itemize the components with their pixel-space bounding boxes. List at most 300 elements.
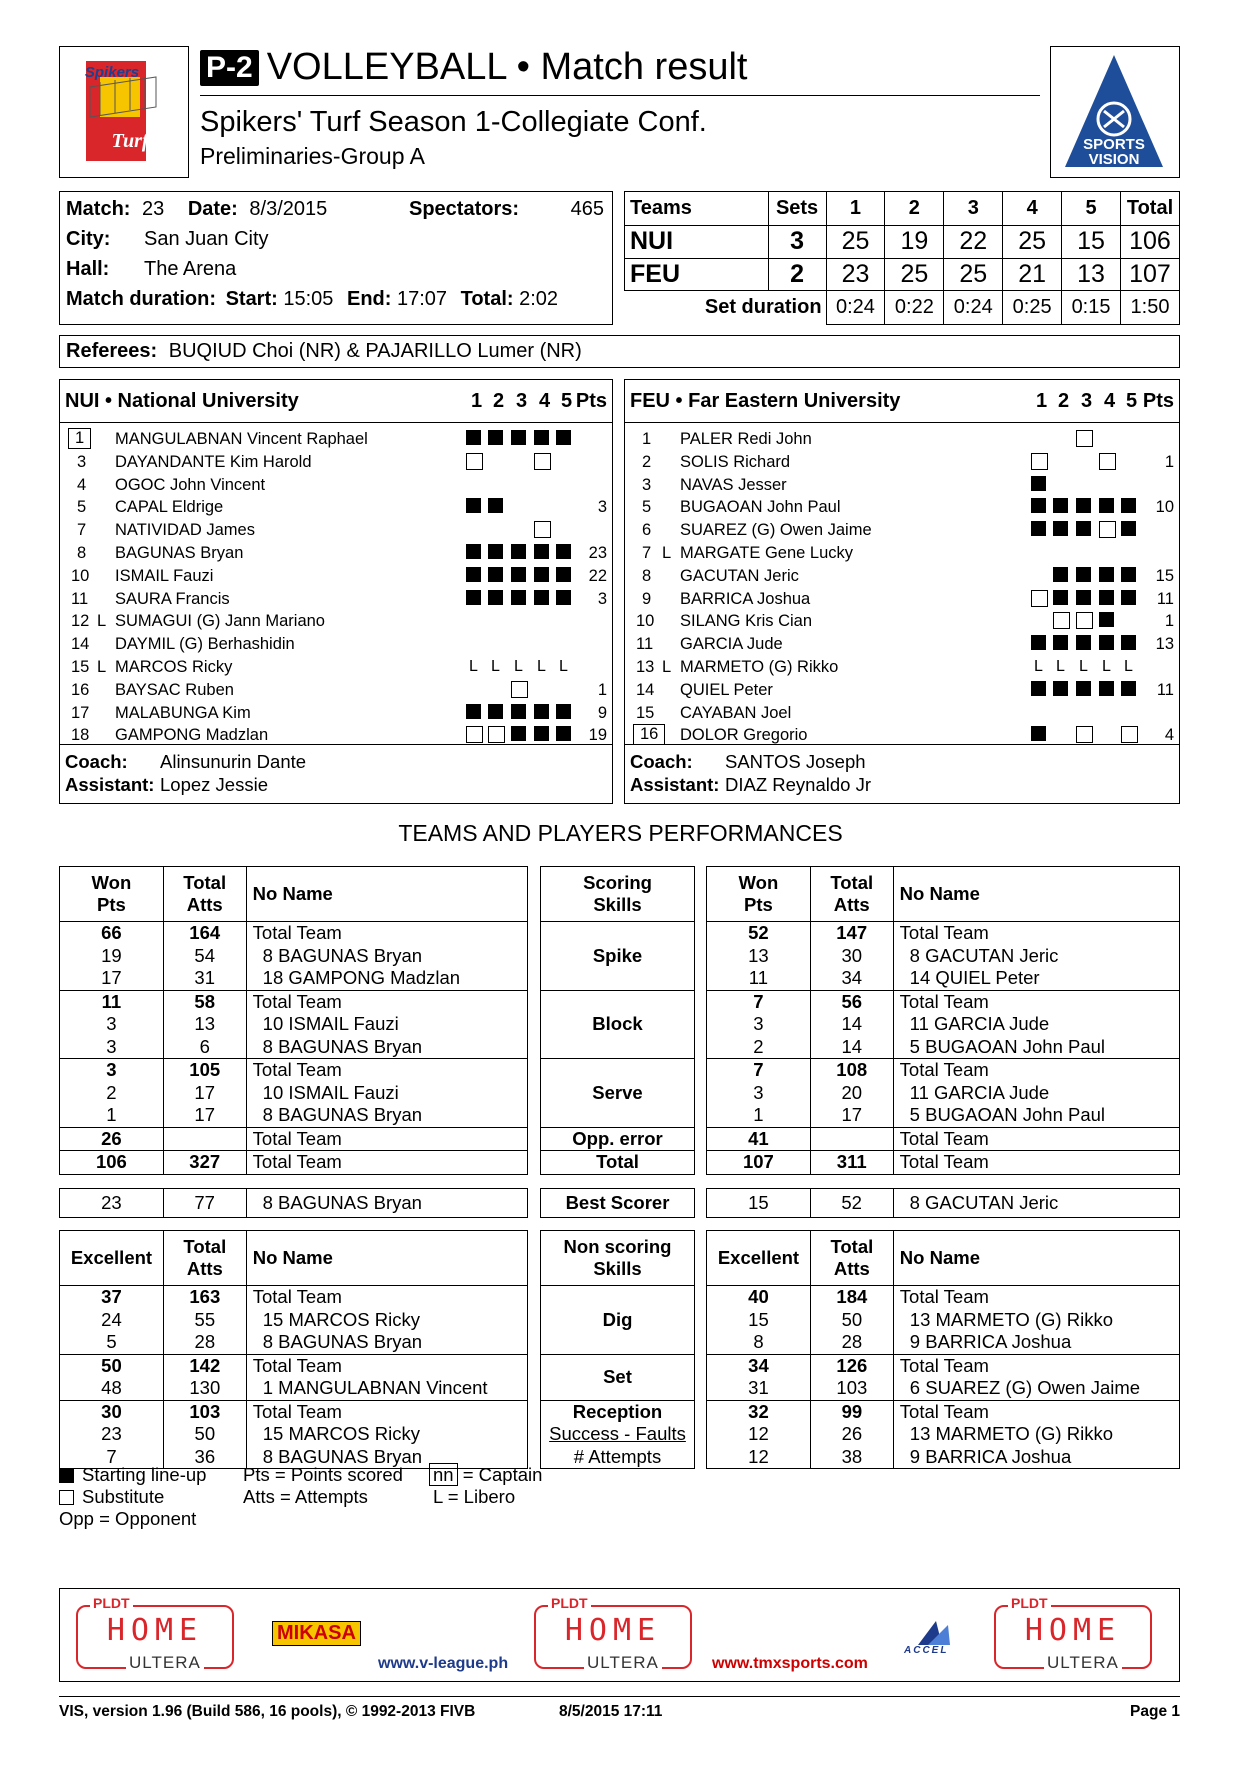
- phase-name: Preliminaries-Group A: [200, 143, 425, 169]
- skill-header-cell: [541, 867, 695, 922]
- player-number: 8: [642, 566, 652, 585]
- perf-value: 8 BAGUNAS Bryan: [262, 1331, 423, 1352]
- substitute-square-icon: [1053, 612, 1070, 629]
- perf-value: 17: [194, 1104, 215, 1125]
- perf-value: 55: [194, 1308, 216, 1330]
- perf-value: 106: [95, 1151, 127, 1172]
- spectators-label: Spectators:: [409, 198, 520, 220]
- libero-marker: L: [662, 658, 672, 676]
- starting-square-icon: [1031, 498, 1046, 513]
- player-points: 22: [588, 566, 607, 585]
- set-duration: 0:25: [1003, 291, 1062, 325]
- player-points: 15: [1155, 566, 1174, 585]
- perf-value: 13: [194, 1013, 215, 1034]
- player-row: [60, 542, 612, 565]
- score-header: 4: [1003, 192, 1062, 226]
- perf-value: 15 MARCOS Ricky: [262, 1423, 421, 1444]
- perf-name-cell: [893, 990, 1179, 1059]
- perf-atts-cell: [163, 922, 246, 991]
- starting-square-icon: [534, 704, 549, 719]
- set-duration-row: [625, 291, 1180, 325]
- coach-label: Coach:: [630, 751, 693, 772]
- perf-header-row: [541, 1231, 695, 1286]
- date-label: Date:: [187, 198, 238, 220]
- substitute-square-icon: [1076, 430, 1093, 447]
- player-name: GACUTAN Jeric: [680, 566, 799, 585]
- starting-square-icon: [1121, 635, 1136, 650]
- perf-won-cell: [60, 1400, 164, 1469]
- sponsor-banner: [59, 1588, 1180, 1682]
- perf-value: 28: [841, 1331, 863, 1352]
- perf-value: Total Team: [899, 922, 989, 943]
- player-points: 10: [1155, 498, 1174, 517]
- set-number-header: 3: [1081, 390, 1093, 412]
- player-number: 16: [633, 724, 665, 745]
- perf-value: 38: [841, 1445, 863, 1467]
- set-duration-label: Set duration: [625, 291, 827, 325]
- starting-square-icon: [1076, 635, 1091, 650]
- player-name: MARGATE Gene Lucky: [680, 544, 854, 562]
- perf-won-cell: [707, 1127, 811, 1151]
- starting-square-icon: [466, 567, 481, 582]
- player-name: MALABUNGA Kim: [115, 703, 251, 722]
- ultera-text: ULTERA: [126, 1653, 204, 1673]
- perf-won-cell: [60, 922, 164, 991]
- title-area: [200, 46, 1040, 178]
- perf-value: 17: [841, 1104, 863, 1125]
- player-number: 11: [71, 589, 89, 608]
- perf-won-cell: [60, 1127, 164, 1151]
- end-time: 17:07: [396, 288, 448, 310]
- perf-header-text: Pts: [743, 894, 773, 915]
- match-number: 23: [142, 198, 165, 220]
- match-date: 8/3/2015: [249, 198, 328, 220]
- perf-group-row: [707, 1151, 1180, 1175]
- perf-header-row: [60, 1231, 528, 1286]
- perf-won-cell: [707, 1059, 811, 1128]
- player-name: NATIVIDAD James: [115, 521, 255, 540]
- perf-value: 13 MARMETO (G) Rikko: [909, 1308, 1113, 1330]
- skill-name: # Attempts: [573, 1445, 662, 1467]
- libero-marker: L: [1056, 658, 1065, 675]
- perf-table-nui: [59, 1230, 528, 1469]
- player-number: 10: [71, 566, 90, 585]
- coaches: [625, 744, 1179, 803]
- player-name: DOLOR Gregorio: [680, 726, 808, 745]
- score-table: [624, 191, 1180, 325]
- player-number: 2: [642, 452, 652, 471]
- perf-value: 30: [101, 1400, 122, 1422]
- perf-group-row: [707, 1286, 1180, 1355]
- pts-header: Pts: [575, 390, 607, 412]
- starting-square-icon: [1099, 590, 1114, 605]
- perf-atts-cell: [810, 1127, 893, 1151]
- duration-label: Match duration:: [66, 288, 216, 310]
- set-duration: 0:22: [885, 291, 944, 325]
- substitute-square-icon: [1031, 453, 1048, 470]
- perf-value: 12: [748, 1445, 769, 1467]
- perf-value: 14: [841, 1035, 863, 1057]
- skill-header-text: Non scoring: [563, 1236, 672, 1257]
- perf-value: 50: [841, 1308, 863, 1330]
- player-name: OGOC John Vincent: [115, 475, 266, 494]
- player-number: 18: [71, 726, 90, 745]
- perf-header-text: Total: [830, 872, 874, 893]
- pldt-home-ultera-logo: [76, 1595, 236, 1675]
- captain-symbol: nn: [429, 1463, 458, 1486]
- starting-square-icon: [556, 567, 571, 582]
- best-scorer-value: 77: [163, 1189, 246, 1218]
- perf-header-row: [707, 1231, 1180, 1286]
- skill-row: [541, 1354, 695, 1400]
- perf-header-cell: [707, 1231, 811, 1286]
- perf-group-row: [707, 922, 1180, 991]
- player-points: 11: [1156, 680, 1174, 699]
- total-time: 2:02: [519, 288, 559, 310]
- pldt-text: PLDT: [1008, 1595, 1051, 1611]
- total-label: Total:: [460, 288, 514, 310]
- perf-header-cell: [60, 867, 164, 922]
- perf-header-row: [707, 867, 1180, 922]
- set-score: 23: [826, 258, 885, 291]
- starting-square-icon: [511, 544, 526, 559]
- libero-marker: L: [1124, 658, 1133, 675]
- start-time: 15:05: [283, 288, 334, 310]
- perf-won-cell: [60, 1151, 164, 1175]
- set-number-header: 1: [471, 390, 483, 412]
- substitute-square-icon: [1076, 726, 1093, 743]
- perf-name-cell: [893, 922, 1179, 991]
- hall-value: The Arena: [144, 258, 237, 280]
- score-header: Teams: [625, 192, 769, 226]
- set-number-header: 2: [1058, 390, 1070, 412]
- tmx-url: www.tmxsports.com: [712, 1655, 868, 1672]
- player-number: 14: [636, 680, 655, 699]
- substitute-square-icon: [511, 681, 528, 698]
- perf-value: 8 BAGUNAS Bryan: [262, 1035, 423, 1057]
- score-header: 5: [1062, 192, 1121, 226]
- perf-value: 105: [189, 1059, 221, 1080]
- perf-value: Total Team: [899, 1286, 989, 1307]
- perf-value: 37: [101, 1286, 122, 1307]
- perf-header-cell: [810, 1231, 893, 1286]
- perf-header-text: Atts: [833, 1258, 870, 1279]
- perf-value: 7: [106, 1445, 117, 1467]
- starting-square-icon: [534, 544, 549, 559]
- libero-marker: L: [97, 658, 107, 676]
- substitute-square-icon: [1076, 612, 1093, 629]
- perf-skill-table: [540, 866, 695, 1175]
- perf-atts-cell: [810, 1354, 893, 1400]
- player-points: 23: [588, 544, 607, 562]
- player-points: 3: [597, 589, 607, 608]
- best-scorer-value: 8 BAGUNAS Bryan: [246, 1189, 527, 1218]
- set-score: 25: [885, 258, 944, 291]
- perf-value: 8 BAGUNAS Bryan: [262, 944, 423, 966]
- score-header-row: [625, 192, 1180, 226]
- set-number-header: 3: [516, 390, 528, 412]
- starting-square-icon: [466, 704, 481, 719]
- set-score: 15: [1062, 226, 1121, 259]
- perf-group-row: [60, 1286, 528, 1355]
- perf-value: Total Team: [252, 1151, 342, 1172]
- sets-won: 2: [768, 258, 826, 291]
- score-header: 1: [826, 192, 885, 226]
- perf-value: 26: [841, 1423, 863, 1444]
- starting-square-icon: [1053, 521, 1068, 536]
- perf-won-cell: [707, 1286, 811, 1355]
- libero-marker: L: [491, 658, 500, 675]
- skill-cell: [541, 990, 695, 1059]
- perf-name-cell: [893, 1400, 1179, 1469]
- perf-value: 6: [199, 1035, 210, 1057]
- perf-value: 8: [753, 1331, 764, 1352]
- perf-value: 7: [753, 990, 764, 1012]
- perf-header-cell: No Name: [246, 1231, 527, 1286]
- best-scorer-row: [60, 1189, 528, 1218]
- team-code: NUI: [625, 226, 769, 259]
- skill-header-text: Skills: [593, 894, 642, 915]
- player-number: 11: [636, 635, 654, 654]
- player-number: 16: [71, 680, 90, 699]
- starting-square-icon: [556, 544, 571, 559]
- starting-square-icon: [556, 704, 571, 719]
- perf-value: 2: [753, 1035, 764, 1057]
- perf-value: 8 BAGUNAS Bryan: [262, 1104, 423, 1125]
- perf-header-text: Atts: [833, 894, 870, 915]
- perf-name-cell: [893, 1354, 1179, 1400]
- starting-square-icon: [534, 567, 549, 582]
- substitute-square-icon: [466, 453, 483, 470]
- perf-value: 11: [101, 990, 122, 1012]
- player-points: 13: [1155, 635, 1174, 654]
- starting-square-icon: [1099, 498, 1114, 513]
- perf-name-cell: [246, 1127, 527, 1151]
- best-scorer-label: Best Scorer: [541, 1189, 695, 1218]
- perf-value: 28: [194, 1331, 216, 1352]
- perf-value: 18 GAMPONG Madzlan: [262, 967, 461, 988]
- player-row: [625, 656, 1179, 679]
- substitute-square-icon: [1099, 521, 1116, 538]
- player-row: [60, 633, 612, 656]
- roster-header: [625, 380, 1179, 423]
- perf-value: 41: [748, 1127, 769, 1149]
- player-row: [625, 588, 1179, 611]
- total-points: 106: [1120, 226, 1179, 259]
- perf-group-row: [707, 990, 1180, 1059]
- home-text: HOME: [1024, 1613, 1122, 1648]
- skill-row: [541, 922, 695, 991]
- substitute-square-icon: [534, 453, 551, 470]
- player-points: 9: [597, 703, 607, 722]
- best-scorer-feu: [706, 1188, 1180, 1218]
- starting-square-icon: [466, 544, 481, 559]
- perf-atts-cell: [810, 990, 893, 1059]
- starting-square-icon: [1099, 635, 1114, 650]
- perf-header-cell: No Name: [246, 867, 527, 922]
- perf-name-cell: [246, 1151, 527, 1175]
- starting-square-icon: [1121, 498, 1136, 513]
- player-points: 3: [597, 498, 607, 517]
- starting-square-icon: [1031, 635, 1046, 650]
- starting-square-icon: [1053, 635, 1068, 650]
- hall-label: Hall:: [66, 258, 110, 280]
- competition-name: Spikers' Turf Season 1-Collegiate Conf.: [200, 106, 707, 138]
- player-name: GAMPONG Madzlan: [115, 726, 269, 745]
- skill-header-cell: [541, 1231, 695, 1286]
- perf-won-cell: [707, 1151, 811, 1175]
- starting-square-icon: [1031, 521, 1046, 536]
- sports-vision-logo: [1050, 46, 1180, 178]
- starting-square-icon: [511, 430, 526, 445]
- starting-square-icon: [1076, 498, 1091, 513]
- perf-header-cell: [707, 867, 811, 922]
- perf-value: 9 BARRICA Joshua: [909, 1331, 1072, 1352]
- substitute-square-icon: [488, 726, 505, 743]
- player-name: ISMAIL Fauzi: [115, 566, 214, 585]
- perf-value: 5 BUGAOAN John Paul: [909, 1104, 1106, 1125]
- libero-marker: L: [559, 658, 568, 675]
- perf-value: 5 BUGAOAN John Paul: [909, 1035, 1106, 1057]
- starting-square-icon: [488, 704, 503, 719]
- perf-atts-cell: [810, 922, 893, 991]
- logo-text-sports: SPORTS: [1083, 136, 1145, 153]
- home-text: HOME: [106, 1613, 204, 1648]
- perf-value: 10 ISMAIL Fauzi: [262, 1013, 399, 1034]
- perf-value: 13: [748, 944, 769, 966]
- player-name: CAPAL Eldrige: [115, 498, 224, 517]
- skill-name: Serve: [592, 1081, 643, 1103]
- perf-atts-cell: [163, 990, 246, 1059]
- perf-value: 32: [748, 1400, 769, 1422]
- coach-name: SANTOS Joseph: [725, 751, 866, 772]
- skill-header-text: Skills: [593, 1258, 642, 1279]
- set-score: 25: [1003, 226, 1062, 259]
- perf-value: 130: [189, 1377, 221, 1398]
- player-number: 4: [77, 475, 87, 494]
- player-number: 1: [642, 430, 652, 448]
- perf-value: 20: [841, 1081, 863, 1103]
- perf-value: 147: [836, 922, 868, 943]
- best-scorer-value: 15: [707, 1189, 811, 1218]
- city-value: San Juan City: [144, 228, 269, 250]
- perf-header-cell: [60, 1231, 164, 1286]
- set-number-header: 1: [1036, 390, 1048, 412]
- player-name: SILANG Kris Cian: [680, 612, 813, 631]
- perf-table-nui: [59, 866, 528, 1175]
- perf-value: Total Team: [252, 1059, 342, 1080]
- starting-square-icon: [488, 567, 503, 582]
- starting-square-icon: [1099, 681, 1114, 696]
- perf-atts-cell: [163, 1151, 246, 1175]
- perf-group-row: [60, 1151, 528, 1175]
- perf-name-cell: [246, 922, 527, 991]
- perf-atts-cell: [163, 1059, 246, 1128]
- assistant-label: Assistant:: [65, 774, 155, 795]
- substitute-square-icon: [534, 521, 551, 538]
- legend-captain: = Captain: [462, 1464, 543, 1485]
- set-duration: 0:24: [944, 291, 1003, 325]
- perf-won-cell: [60, 990, 164, 1059]
- set-score: 25: [826, 226, 885, 259]
- perf-header-cell: No Name: [893, 867, 1179, 922]
- perf-value: 6 SUAREZ (G) Owen Jaime: [909, 1377, 1141, 1398]
- player-row: [625, 496, 1179, 519]
- perf-header-text: Excellent: [70, 1247, 153, 1268]
- perf-header-cell: [810, 867, 893, 922]
- best-scorer-row: [707, 1189, 1180, 1218]
- starting-square-icon: [556, 430, 571, 445]
- starting-square-icon: [1076, 590, 1091, 605]
- roster-nui: [59, 379, 613, 804]
- skill-row: [541, 990, 695, 1059]
- perf-group-row: [60, 1354, 528, 1400]
- skill-name: Set: [603, 1366, 632, 1387]
- skill-name: Dig: [602, 1308, 633, 1330]
- perf-value: 99: [841, 1400, 863, 1422]
- sets-won: 3: [768, 226, 826, 259]
- skill-row: [541, 1151, 695, 1175]
- starting-square-icon: [1053, 567, 1068, 582]
- skill-name: Reception: [572, 1400, 663, 1422]
- perf-value: 50: [101, 1354, 122, 1376]
- perf-header-text: Won: [91, 872, 132, 893]
- perf-value: 3: [106, 1059, 117, 1080]
- referees-label: Referees:: [66, 340, 158, 362]
- perf-value: Total Team: [252, 1127, 342, 1149]
- player-row: [60, 451, 612, 474]
- perf-value: Total Team: [899, 1151, 989, 1172]
- perf-header-text: Atts: [186, 1258, 223, 1279]
- legend-pts: Pts = Points scored: [243, 1464, 403, 1485]
- perf-value: 26: [101, 1127, 122, 1149]
- perf-group-row: [707, 1059, 1180, 1128]
- player-name: NAVAS Jesser: [680, 475, 787, 494]
- referees-names: BUQIUD Choi (NR) & PAJARILLO Lumer (NR): [168, 340, 582, 362]
- libero-marker: L: [97, 612, 107, 631]
- substitute-square-icon: [59, 1490, 74, 1505]
- player-row: [60, 588, 612, 611]
- perf-group-row: [707, 1400, 1180, 1469]
- logo-text-spikers: Spikers: [84, 64, 140, 81]
- score-header: Total: [1120, 192, 1179, 226]
- set-duration: 0:24: [826, 291, 885, 325]
- doc-title: VOLLEYBALL • Match result: [266, 46, 748, 88]
- best-scorer-label-table: [540, 1188, 695, 1218]
- pldt-text: PLDT: [548, 1595, 591, 1611]
- perf-value: 24: [101, 1308, 122, 1330]
- player-number: 15: [71, 658, 90, 676]
- perf-header-row: [541, 867, 695, 922]
- perf-value: Total Team: [252, 1286, 342, 1307]
- perf-value: 3: [106, 1035, 117, 1057]
- perf-value: Total Team: [899, 1059, 989, 1080]
- starting-square-icon: [534, 430, 549, 445]
- perf-value: [817, 1128, 887, 1151]
- best-scorer-value: 8 GACUTAN Jeric: [893, 1189, 1179, 1218]
- starting-square-icon: [511, 567, 526, 582]
- skill-cell: [541, 1151, 695, 1175]
- roster-header: [60, 380, 612, 423]
- legend-libero: L = Libero: [433, 1486, 516, 1507]
- perf-value: 36: [194, 1445, 216, 1467]
- player-name: QUIEL Peter: [680, 680, 773, 699]
- perf-header-row: [60, 867, 528, 922]
- player-name: PALER Redi John: [680, 430, 812, 448]
- skill-cell: [541, 922, 695, 991]
- perf-header-cell: [163, 867, 246, 922]
- starting-square-icon: [488, 590, 503, 605]
